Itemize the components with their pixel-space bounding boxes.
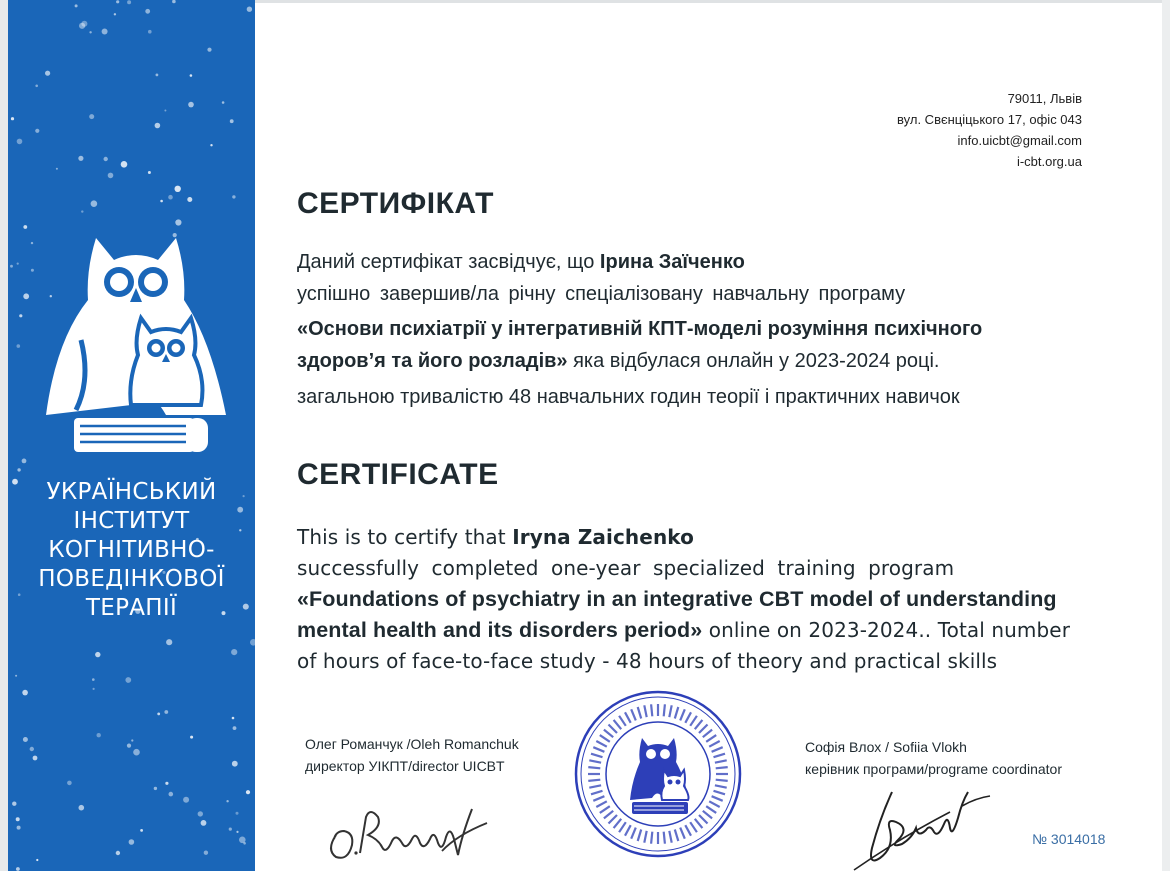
institute-name-line: ТЕРАПІЇ bbox=[85, 595, 178, 621]
en-program-title-2: mental health and its disorders period» bbox=[297, 618, 703, 642]
address-block bbox=[897, 88, 1082, 172]
en-program-title-1: «Foundations of psychiatry in an integrative CBT model of understanding bbox=[297, 587, 1057, 611]
director-signature-icon bbox=[322, 795, 492, 865]
institute-sidebar bbox=[8, 0, 255, 871]
ua-intro: Даний сертифікат засвідчує, що bbox=[297, 251, 600, 273]
en-recipient-name: Iryna Zaichenko bbox=[512, 525, 694, 549]
institute-name-line: ПОВЕДІНКОВОЇ bbox=[38, 566, 225, 592]
right-signatory bbox=[805, 736, 1062, 780]
page-right-edge bbox=[1162, 0, 1170, 871]
address-street: вул. Свєнціцького 17, офіс 043 bbox=[897, 112, 1082, 127]
right-signatory-role: керівник програми/programe coordinator bbox=[805, 761, 1062, 777]
ua-program-date: яка відбулася онлайн у 2023-2024 році. bbox=[567, 350, 940, 372]
en-completion-line: successfully completed one-year specialized training program bbox=[297, 556, 955, 580]
en-certificate-title: CERTIFICATE bbox=[297, 458, 499, 491]
en-intro: This is to certify that bbox=[297, 525, 513, 549]
address-email: info.uicbt@gmail.com bbox=[957, 133, 1082, 148]
page-left-edge bbox=[0, 0, 8, 871]
address-city: 79011, Львів bbox=[1007, 91, 1082, 106]
coordinator-signature-icon bbox=[850, 778, 1000, 871]
ua-program-title-1: «Основи психіатрії у інтегративній КПТ-моделі розуміння психічного bbox=[297, 318, 983, 340]
ua-program-title-2: здоров’я та його розладів» bbox=[297, 350, 568, 372]
institute-name-line: УКРАЇНСЬКИЙ bbox=[46, 479, 217, 505]
institute-name bbox=[8, 478, 255, 623]
ua-recipient-name: Ірина Заїченко bbox=[599, 251, 745, 273]
institute-name-line: КОГНІТИВНО- bbox=[48, 537, 215, 563]
left-signatory bbox=[305, 733, 519, 777]
left-signatory-name: Олег Романчук /Oleh Romanchuk bbox=[305, 736, 519, 752]
en-duration-line: of hours of face-to-face study - 48 hours of theory and practical skills bbox=[297, 649, 998, 673]
ua-duration-line: загальною тривалістю 48 навчальних годин теорії і практичних навичок bbox=[297, 386, 960, 408]
ua-certificate-text bbox=[297, 246, 982, 413]
left-signatory-role: директор УІКПТ/director UICBT bbox=[305, 758, 505, 774]
en-program-date: online on 2023-2024.. Total number bbox=[702, 618, 1071, 642]
certificate-number: № 3014018 bbox=[1032, 831, 1106, 847]
ua-program-line-1 bbox=[297, 313, 982, 345]
institute-stamp-icon bbox=[572, 688, 744, 860]
en-program-line-1 bbox=[297, 584, 1070, 615]
ua-intro-line bbox=[297, 246, 982, 278]
ua-certificate-title: СЕРТИФІКАТ bbox=[297, 187, 494, 220]
en-program-line-2 bbox=[297, 615, 1070, 646]
en-certificate-text bbox=[297, 522, 1070, 677]
right-signatory-name: Софія Влох / Sofiia Vlokh bbox=[805, 739, 967, 755]
institute-name-line: ІНСТИТУТ bbox=[73, 508, 190, 534]
ua-program-line-2 bbox=[297, 345, 982, 377]
address-website: i-cbt.org.ua bbox=[1016, 154, 1082, 169]
en-intro-line bbox=[297, 522, 1070, 553]
ua-completion-line: успішно завершив/ла річну спеціалізовану навчальну програму bbox=[297, 283, 906, 305]
owl-logo-icon bbox=[36, 230, 236, 460]
